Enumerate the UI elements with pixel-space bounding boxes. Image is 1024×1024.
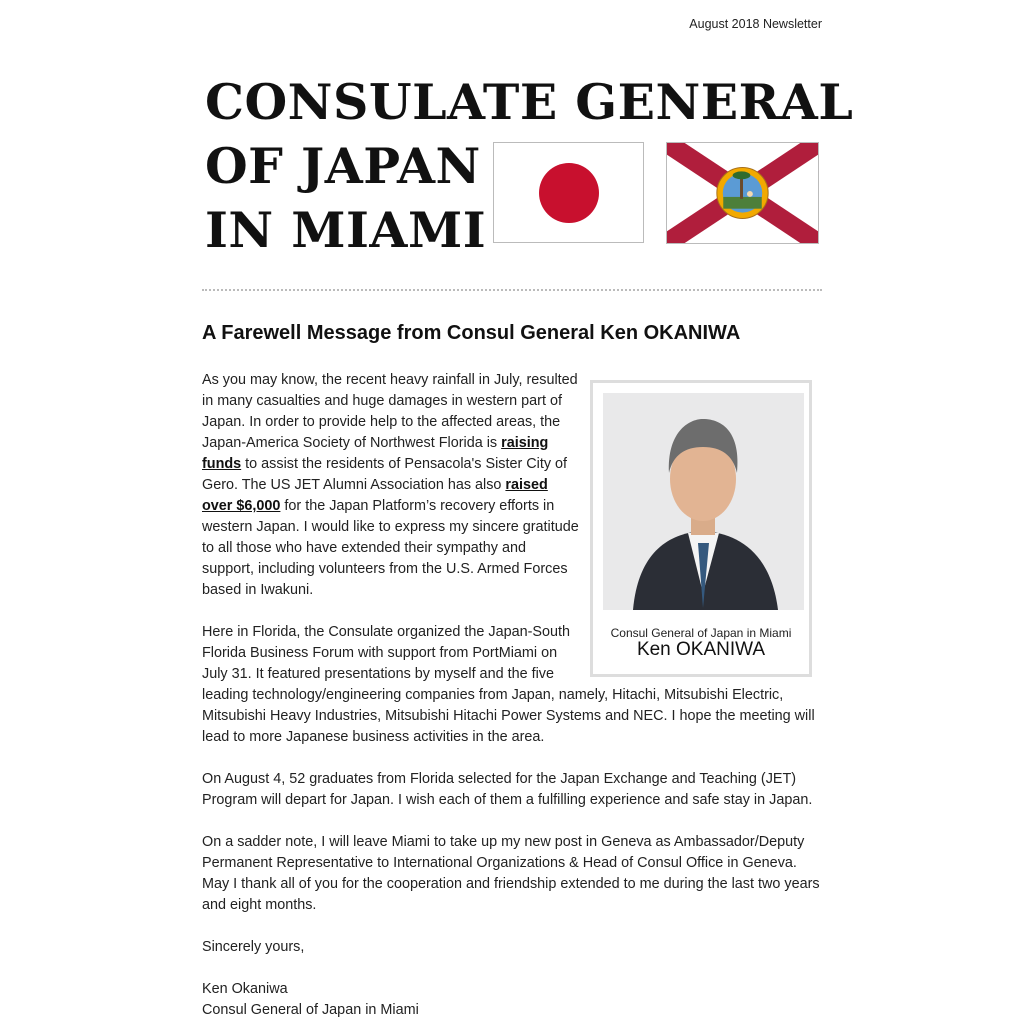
japan-flag: [493, 142, 644, 243]
florida-flag: [666, 142, 819, 244]
raising-funds-link[interactable]: raising funds: [202, 435, 549, 472]
paragraph-3: On August 4, 52 graduates from Florida selected for the Japan Exchange and Teaching (JET) Program will depart for Japan. I wish each of them a fulfilling experience and safe stay in Japan.: [202, 771, 813, 808]
paragraph-2: Here in Florida, the Consulate organized the Japan-South Florida Business Forum with support from PortMiami on July 31. It featured presentations by myself and the five leading technology/engineering companies from Japan, namely, Hitachi, Mitsubishi Electric, Mitsubishi Heavy Industries, Mitsubishi Hitachi Power Systems and NEC. I hope the meeting will lead to more Japanese business activities in the area.: [202, 624, 815, 745]
closing: Sincerely yours,: [202, 939, 305, 955]
issue-date: August 2018 Newsletter: [689, 17, 822, 31]
raised-over-link[interactable]: raised over $6,000: [202, 477, 548, 514]
photo-caption-name: Ken OKANIWA: [636, 639, 766, 660]
masthead: [202, 70, 854, 259]
paragraph-1: As you may know, the recent heavy rainfall in July, resulted in many casualties and huge damages in western part of Japan. In order to provide help to the affected areas, the Japan-America Society of Northwest Florida is raising funds to assist the residents of Pensacola's Sister City of Gero. The US JET Alumni Association has also raised over $6,000 for the Japan Platform’s recovery efforts in western Japan. I would like to express my sincere gratitude to all those who have extended their sympathy and support, including volunteers from the U.S. Armed Forces based in Iwakuni.: [202, 372, 579, 598]
florida-seal-icon: [717, 168, 768, 219]
japan-flag-disc: [539, 163, 599, 223]
masthead-line-1: CONSULATE GENERAL: [205, 73, 854, 131]
article-title: A Farewell Message from Consul General Ken OKANIWA: [202, 322, 741, 344]
paragraph-4: On a sadder note, I will leave Miami to take up my new post in Geneva as Ambassador/Deputy Permanent Representative to International Organizations & Head of Consul Office in Geneva. May I thank all of you for the cooperation and friendship extended to me during the last two years and eight months.: [202, 834, 820, 913]
header-divider: [202, 289, 822, 291]
masthead-line-3: IN MIAMI: [205, 201, 487, 259]
consul-portrait: [603, 393, 804, 610]
photo-caption-role: Consul General of Japan in Miami: [610, 626, 792, 640]
signature-title: Consul General of Japan in Miami: [202, 1002, 419, 1018]
article-body: [202, 370, 822, 1021]
consul-photo-card: [590, 380, 812, 677]
masthead-line-2: OF JAPAN: [205, 137, 481, 195]
signature-name: Ken Okaniwa: [202, 981, 288, 997]
